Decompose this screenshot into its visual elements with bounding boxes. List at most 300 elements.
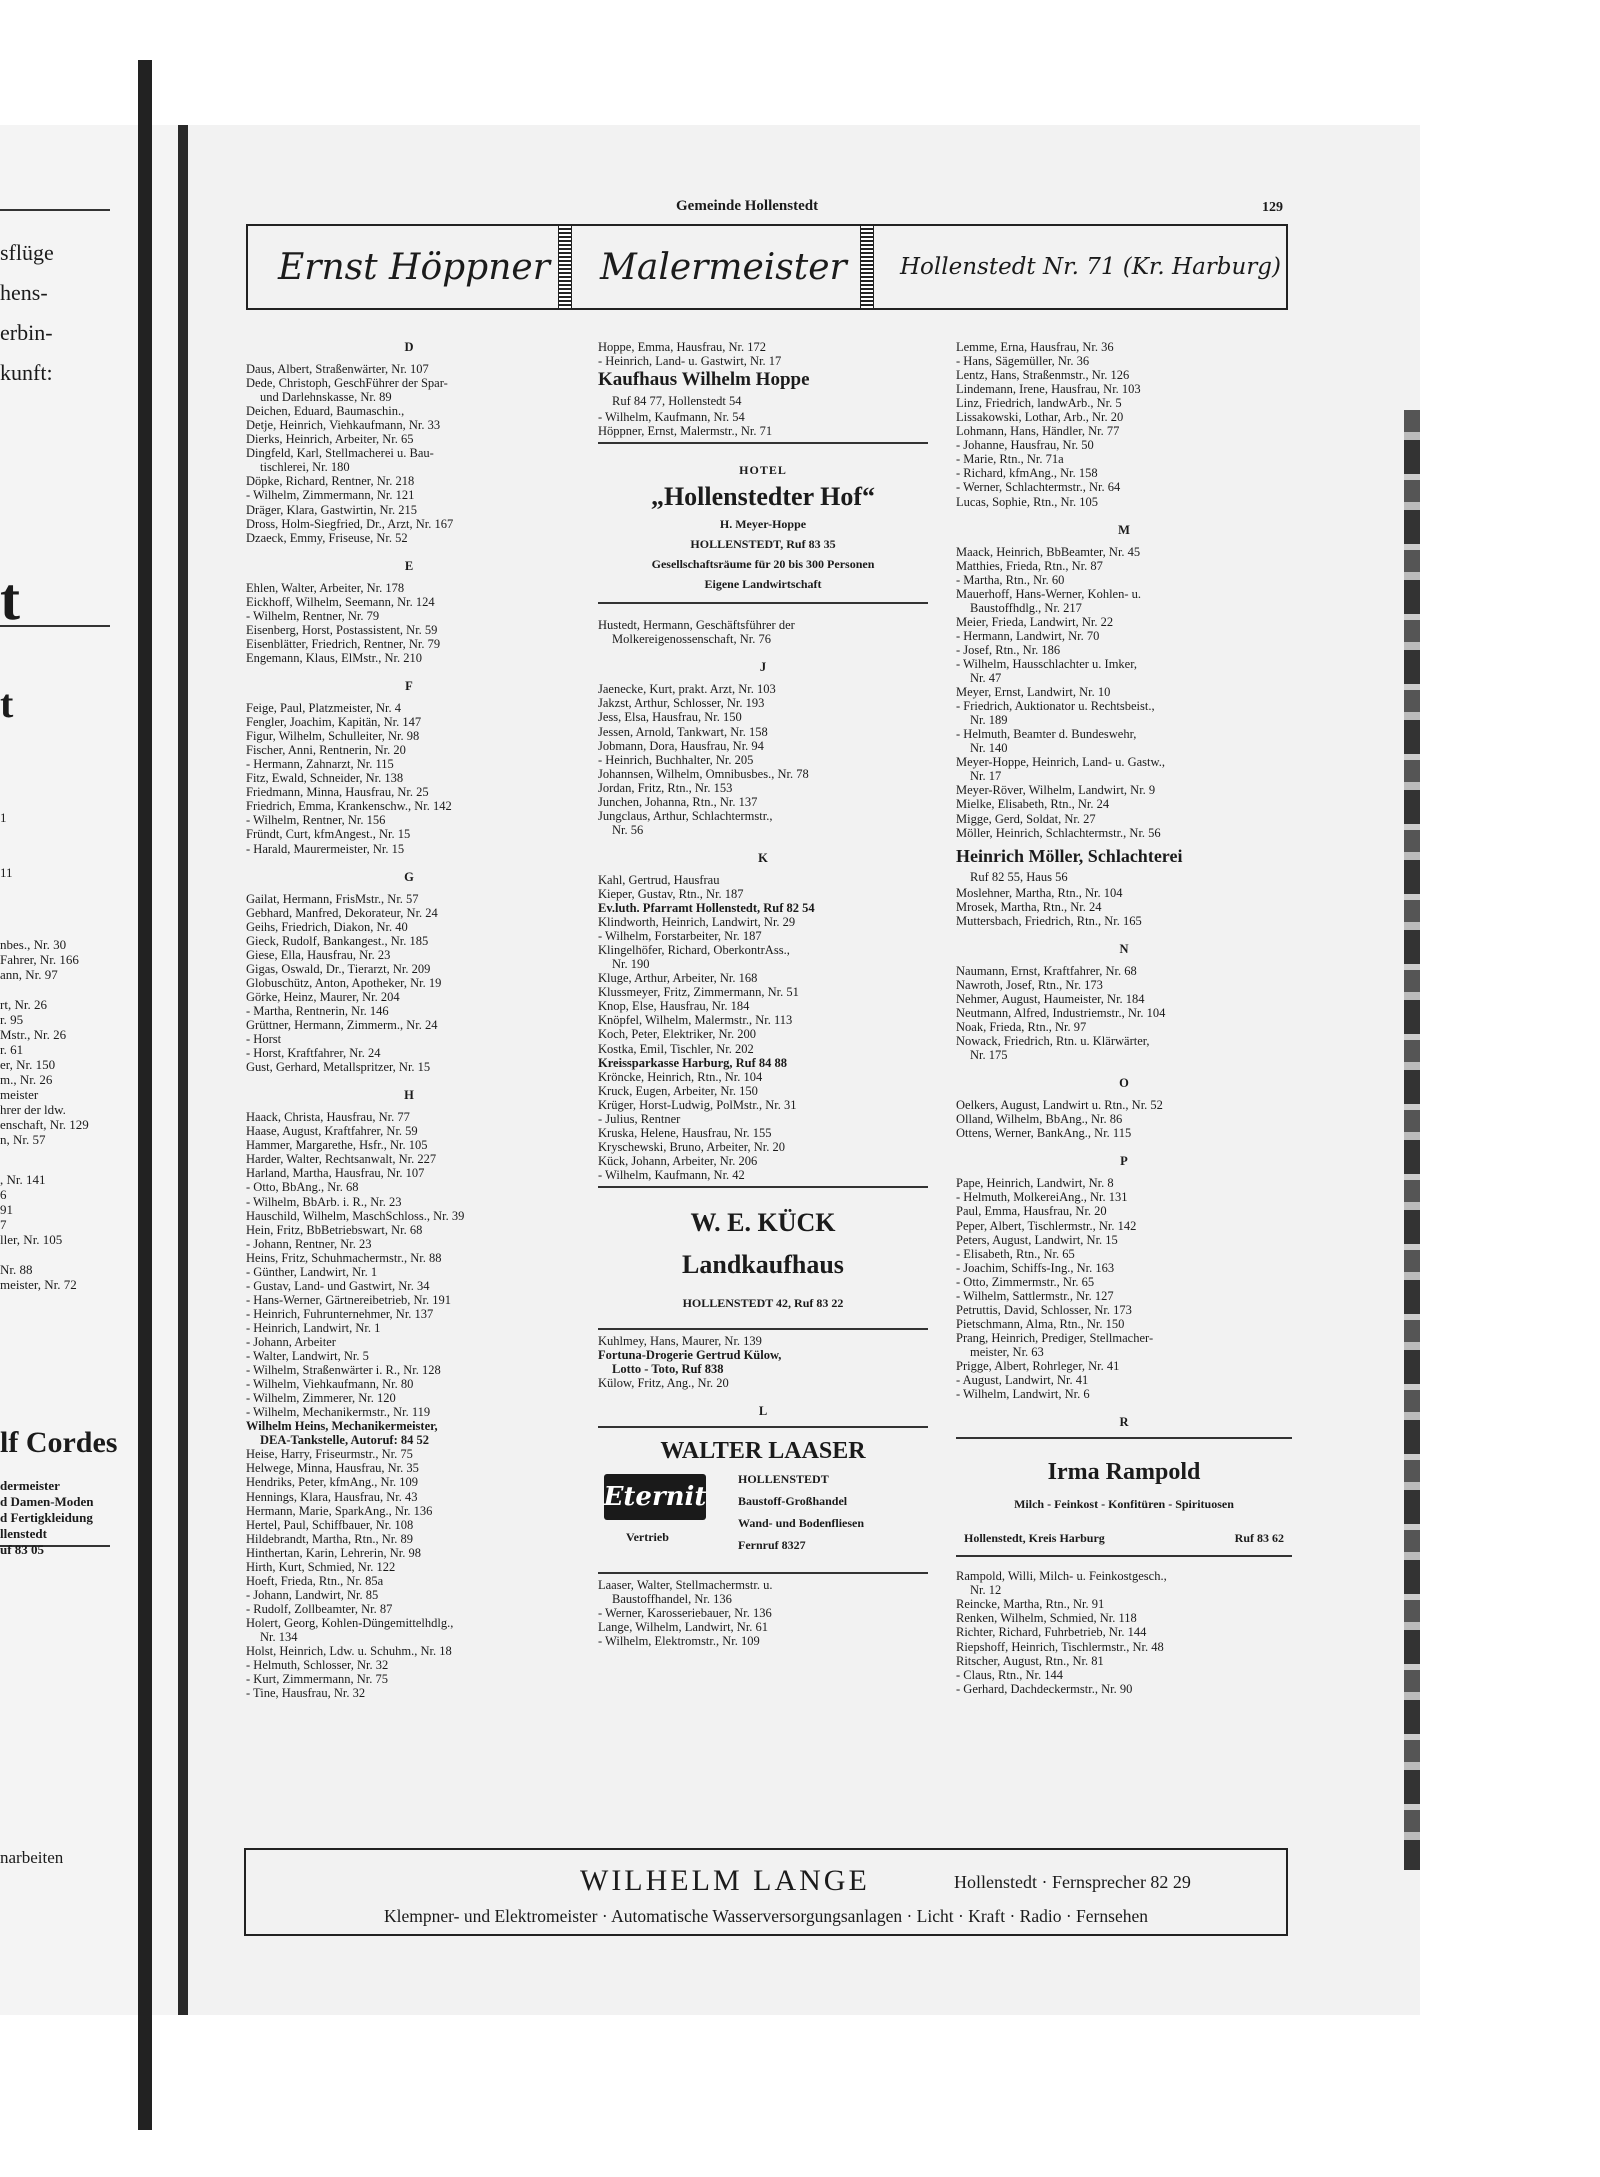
spacer xyxy=(956,1561,1292,1569)
directory-entry: Heins, Fritz, Schuhmachermstr., Nr. 88 xyxy=(246,1250,442,1265)
section-letter: P xyxy=(1120,1154,1128,1169)
directory-entry: Lindemann, Irene, Hausfrau, Nr. 103 xyxy=(956,382,1141,397)
directory-entry: - Friedrich, Auktionator u. Rechtsbeist., xyxy=(956,699,1155,714)
lange-place: Hollenstedt · Fernsprecher 82 29 xyxy=(954,1872,1191,1892)
directory-entry: Pape, Heinrich, Landwirt, Nr. 8 xyxy=(956,1176,1114,1191)
divider xyxy=(598,442,928,444)
lange-services: Klempner- und Elektromeister · Automatische Wasserversorgungsanlagen · Licht · Kraft · Radio · Fernsehen xyxy=(384,1906,1148,1926)
directory-entry: - Wilhelm, Mechanikermstr., Nr. 119 xyxy=(246,1405,431,1420)
directory-entry: Globuschütz, Anton, Apotheker, Nr. 19 xyxy=(246,975,442,990)
banner-separator xyxy=(860,226,874,308)
directory-entry: - Wilhelm, Zimmermann, Nr. 121 xyxy=(246,488,415,503)
directory-entry: Hermann, Marie, SparkAng., Nr. 136 xyxy=(246,1503,433,1518)
directory-entry: - Heinrich, Land- u. Gastwirt, Nr. 17 xyxy=(598,354,782,369)
directory-entry: Hinthertan, Karin, Lehrerin, Nr. 98 xyxy=(246,1545,421,1560)
directory-entry: - Walter, Landwirt, Nr. 5 xyxy=(246,1349,369,1364)
laaser-line: Wand- und Bodenfliesen xyxy=(738,1516,865,1531)
left-fragment-text: kunft: xyxy=(0,360,53,385)
directory-entry: Lissakowski, Lothar, Arb., Nr. 20 xyxy=(956,410,1124,425)
banner-name: Ernst Höppner xyxy=(278,246,550,288)
left-fragment-text: , Nr. 141 xyxy=(0,1172,46,1187)
directory-entry: Kryschewski, Bruno, Arbeiter, Nr. 20 xyxy=(598,1139,785,1154)
directory-entry: - Josef, Rtn., Nr. 186 xyxy=(956,642,1061,657)
directory-entry: Nr. 56 xyxy=(612,822,644,837)
directory-entry: Hustedt, Hermann, Geschäftsführer der xyxy=(598,618,795,633)
left-fragment-text: ller, Nr. 105 xyxy=(0,1232,63,1247)
directory-entry: Migge, Gerd, Soldat, Nr. 27 xyxy=(956,811,1096,826)
hotel-line: Gesellschaftsräume für 20 bis 300 Personen xyxy=(651,557,875,572)
rampold-address: Hollenstedt, Kreis Harburg xyxy=(964,1531,1105,1546)
directory-entry: Kück, Johann, Arbeiter, Nr. 206 xyxy=(598,1153,758,1168)
laaser-line: Baustoff-Großhandel xyxy=(738,1494,848,1509)
left-cordes-name: lf Cordes xyxy=(0,1426,118,1459)
directory-entry: meister, Nr. 63 xyxy=(970,1344,1044,1359)
directory-entry: - Heinrich, Fuhrunternehmer, Nr. 137 xyxy=(246,1306,434,1321)
directory-entry: Linz, Friedrich, landwArb., Nr. 5 xyxy=(956,396,1122,411)
directory-entry: Hein, Fritz, BbBetriebswart, Nr. 68 xyxy=(246,1222,423,1237)
directory-entry: Gailat, Hermann, FrisMstr., Nr. 57 xyxy=(246,891,419,906)
directory-entry: - Günther, Landwirt, Nr. 1 xyxy=(246,1264,378,1279)
directory-entry: - Johann, Landwirt, Nr. 85 xyxy=(246,1587,379,1602)
directory-entry: Meyer, Ernst, Landwirt, Nr. 10 xyxy=(956,685,1111,700)
directory-entry: Holst, Heinrich, Ldw. u. Schuhm., Nr. 18 xyxy=(246,1644,452,1659)
hotel-line: „Hollenstedter Hof“ xyxy=(650,482,876,512)
directory-entry: Harland, Martha, Hausfrau, Nr. 107 xyxy=(246,1166,425,1181)
directory-entry: Ritscher, August, Rtn., Nr. 81 xyxy=(956,1653,1104,1668)
left-fragment-text: n, Nr. 57 xyxy=(0,1132,46,1147)
directory-entry: - Johann, Arbeiter xyxy=(246,1335,336,1349)
directory-entry: Fischer, Anni, Rentnerin, Nr. 20 xyxy=(246,743,406,758)
directory-entry: Hildebrandt, Martha, Rtn., Nr. 89 xyxy=(246,1531,413,1546)
banner-trade: Malermeister xyxy=(600,246,847,288)
directory-entry: Richter, Richard, Fuhrbetrieb, Nr. 144 xyxy=(956,1625,1147,1640)
directory-entry: Nr. 17 xyxy=(970,769,1002,784)
banner-separator xyxy=(558,226,572,308)
directory-entry: Möller, Heinrich, Schlachtermstr., Nr. 56 xyxy=(956,825,1161,840)
directory-entry: - Werner, Karosseriebauer, Nr. 136 xyxy=(598,1606,772,1621)
section-letter: G xyxy=(404,869,414,884)
divider xyxy=(956,1437,1292,1439)
directory-entry: Meyer-Hoppe, Heinrich, Land- u. Gastw., xyxy=(956,755,1165,770)
directory-entry: Nr. 140 xyxy=(970,741,1008,756)
left-cordes-line: d Fertigkleidung xyxy=(0,1510,93,1525)
directory-entry: - Otto, BbAng., Nr. 68 xyxy=(246,1180,359,1195)
directory-entry: - Martha, Rentnerin, Nr. 146 xyxy=(246,1003,389,1018)
pfarramt-entry: Ev.luth. Pfarramt Hollenstedt, Ruf 82 54 xyxy=(598,901,815,916)
directory-entry: und Darlehnskasse, Nr. 89 xyxy=(260,390,392,405)
directory-entry: - Heinrich, Landwirt, Nr. 1 xyxy=(246,1320,381,1335)
directory-entry: Nr. 175 xyxy=(970,1048,1008,1063)
hotel-line: H. Meyer-Hoppe xyxy=(719,517,807,532)
directory-entry: Rampold, Willi, Milch- u. Feinkostgesch., xyxy=(956,1569,1167,1584)
left-fragment-text: sflüge xyxy=(0,240,54,265)
left-cordes-line: d Damen-Moden xyxy=(0,1494,94,1509)
heins-advertisement: DEA-Tankstelle, Autoruf: 84 52 xyxy=(260,1433,429,1448)
directory-entry: Hertel, Paul, Schiffbauer, Nr. 108 xyxy=(246,1517,414,1532)
directory-entry: Nehmer, August, Haumeister, Nr. 184 xyxy=(956,991,1145,1006)
directory-entry: Kieper, Gustav, Rtn., Nr. 187 xyxy=(598,886,744,901)
left-fragment-text: Mstr., Nr. 26 xyxy=(0,1027,67,1042)
directory-entry: Jessen, Arnold, Tankwart, Nr. 158 xyxy=(598,724,768,739)
hotel-line: Eigene Landwirtschaft xyxy=(704,577,822,592)
left-ad-letter: t xyxy=(0,681,14,726)
directory-entry: Klindworth, Heinrich, Landwirt, Nr. 29 xyxy=(598,915,796,930)
directory-entry: Naumann, Ernst, Kraftfahrer, Nr. 68 xyxy=(956,963,1137,978)
directory-entry: - Wilhelm, Rentner, Nr. 79 xyxy=(246,608,380,623)
directory-entry: Friedmann, Minna, Hausfrau, Nr. 25 xyxy=(246,785,429,800)
directory-entry: Olland, Wilhelm, BbAng., Nr. 86 xyxy=(956,1112,1123,1127)
directory-entry: - Harald, Maurermeister, Nr. 15 xyxy=(246,841,405,856)
directory-entry: - Wilhelm, Sattlermstr., Nr. 127 xyxy=(956,1288,1114,1303)
directory-entry: Dräger, Klara, Gastwirtin, Nr. 215 xyxy=(246,502,417,517)
directory-entry: - Claus, Rtn., Nr. 144 xyxy=(956,1667,1063,1682)
directory-entry: Reincke, Martha, Rtn., Nr. 91 xyxy=(956,1597,1105,1612)
directory-entry: Hammer, Margarethe, Hsfr., Nr. 105 xyxy=(246,1138,428,1153)
left-fragment-text: nbes., Nr. 30 xyxy=(0,937,67,952)
directory-entry: Kröncke, Heinrich, Rtn., Nr. 104 xyxy=(598,1069,763,1084)
directory-entry: Engemann, Klaus, ElMstr., Nr. 210 xyxy=(246,650,423,665)
page-number: 129 xyxy=(1262,200,1283,215)
directory-entry: - Hermann, Landwirt, Nr. 70 xyxy=(956,628,1100,643)
directory-entry: Renken, Wilhelm, Schmied, Nr. 118 xyxy=(956,1611,1137,1626)
directory-entry: Oelkers, August, Landwirt u. Rtn., Nr. 52 xyxy=(956,1098,1163,1113)
directory-entry: Prang, Heinrich, Prediger, Stellmacher- xyxy=(956,1330,1154,1345)
left-fragment-text: hrer der ldw. xyxy=(0,1102,66,1117)
kueck-name: W. E. KÜCK xyxy=(690,1207,836,1237)
binder-strip xyxy=(138,60,152,2130)
directory-entry: Knop, Else, Hausfrau, Nr. 184 xyxy=(598,999,750,1014)
directory-entry: Kruck, Eugen, Arbeiter, Nr. 150 xyxy=(598,1083,758,1098)
directory-entry: Ehlen, Walter, Arbeiter, Nr. 178 xyxy=(246,580,405,595)
directory-entry: Hirth, Kurt, Schmied, Nr. 122 xyxy=(246,1559,396,1574)
directory-entry: - Johanne, Hausfrau, Nr. 50 xyxy=(956,438,1094,453)
directory-entry: Holert, Georg, Kohlen-Düngemittelhdlg., xyxy=(246,1615,454,1630)
section-letter: M xyxy=(1118,522,1130,537)
laaser-advertisement xyxy=(598,1434,928,1568)
directory-entry: Jungclaus, Arthur, Schlachtermstr., xyxy=(598,808,773,823)
directory-entry: Eisenblätter, Friedrich, Rentner, Nr. 79 xyxy=(246,636,441,651)
directory-entry: Peper, Albert, Tischlermstr., Nr. 142 xyxy=(956,1218,1137,1233)
directory-entry: Klussmeyer, Fritz, Zimmermann, Nr. 51 xyxy=(598,985,799,1000)
directory-entry: - August, Landwirt, Nr. 41 xyxy=(956,1373,1089,1388)
directory-entry: - Helmuth, Beamter d. Bundeswehr, xyxy=(956,727,1137,742)
rampold-name: Irma Rampold xyxy=(1047,1459,1201,1486)
directory-entry: - Werner, Schlachtermstr., Nr. 64 xyxy=(956,480,1121,495)
directory-entry: - Hans, Sägemüller, Nr. 36 xyxy=(956,354,1090,369)
directory-entry: Jakzst, Arthur, Schlosser, Nr. 193 xyxy=(598,696,765,711)
directory-entry: - Horst xyxy=(246,1032,282,1047)
directory-entry: - Gerhard, Dachdeckermstr., Nr. 90 xyxy=(956,1681,1133,1696)
left-cordes-line: llenstedt xyxy=(0,1526,47,1541)
directory-entry: Kostka, Emil, Tischler, Nr. 202 xyxy=(598,1041,754,1056)
directory-entry: Haack, Christa, Hausfrau, Nr. 77 xyxy=(246,1110,410,1125)
divider xyxy=(956,1555,1292,1557)
directory-entry: Prigge, Albert, Rohrleger, Nr. 41 xyxy=(956,1359,1120,1373)
directory-entry: Dingfeld, Karl, Stellmacherei u. Bau- xyxy=(246,446,434,461)
directory-entry: Kuhlmey, Hans, Maurer, Nr. 139 xyxy=(598,1334,762,1349)
directory-entry: Feige, Paul, Platzmeister, Nr. 4 xyxy=(246,701,402,716)
hotel-line: HOTEL xyxy=(739,463,787,478)
directory-entry: Lentz, Hans, Straßenmstr., Nr. 126 xyxy=(956,368,1130,383)
directory-entry: - Wilhelm, Landwirt, Nr. 6 xyxy=(956,1387,1090,1402)
rampold-advertisement xyxy=(956,1455,1292,1545)
directory-entry: Giese, Ella, Hausfrau, Nr. 23 xyxy=(246,947,391,962)
directory-entry: Döpke, Richard, Rentner, Nr. 218 xyxy=(246,474,415,489)
left-fragment-text: meister xyxy=(0,1087,39,1102)
directory-entry: Mauerhoff, Hans-Werner, Kohlen- u. xyxy=(956,586,1142,601)
left-fragment-text: meister, Nr. 72 xyxy=(0,1277,77,1292)
directory-entry: Deichen, Eduard, Baumaschin., xyxy=(246,404,405,419)
directory-entry: Harder, Walter, Rechtsanwalt, Nr. 227 xyxy=(246,1152,437,1167)
eternit-logo: Eternit xyxy=(604,1474,706,1520)
directory-entry: Nr. 190 xyxy=(612,957,650,972)
directory-entry: Hennings, Klara, Hausfrau, Nr. 43 xyxy=(246,1489,418,1504)
left-cordes-line: dermeister xyxy=(0,1478,60,1493)
directory-entry: Nawroth, Josef, Rtn., Nr. 173 xyxy=(956,977,1103,992)
directory-entry: Nr. 189 xyxy=(970,713,1008,728)
directory-entry: Gigas, Oswald, Dr., Tierarzt, Nr. 209 xyxy=(246,961,431,976)
directory-entry: - Wilhelm, Kaufmann, Nr. 42 xyxy=(598,1167,745,1182)
directory-entry: Jess, Elsa, Hausfrau, Nr. 150 xyxy=(598,710,742,725)
directory-entry: Detje, Heinrich, Viehkaufmann, Nr. 33 xyxy=(246,418,441,433)
left-fragment-text: 6 xyxy=(0,1187,7,1202)
directory-entry: Geihs, Friedrich, Diakon, Nr. 40 xyxy=(246,919,408,934)
directory-entry: Meier, Frieda, Landwirt, Nr. 22 xyxy=(956,614,1114,629)
directory-entry: Lange, Wilhelm, Landwirt, Nr. 61 xyxy=(598,1620,769,1635)
directory-entry: Riepshoff, Heinrich, Tischlermstr., Nr. 48 xyxy=(956,1639,1164,1654)
kueck-subtitle: Landkaufhaus xyxy=(682,1249,844,1279)
left-fragment-text: 11 xyxy=(0,865,13,880)
directory-entry: Hoppe, Emma, Hausfrau, Nr. 172 xyxy=(598,340,767,354)
directory-entry: Johannsen, Wilhelm, Omnibusbes., Nr. 78 xyxy=(598,766,809,781)
directory-entry: Eisenberg, Horst, Postassistent, Nr. 59 xyxy=(246,622,438,637)
directory-entry: Neutmann, Alfred, Industriemstr., Nr. 104 xyxy=(956,1005,1166,1020)
section-letter: L xyxy=(758,1404,768,1419)
kueck-address: HOLLENSTEDT 42, Ruf 83 22 xyxy=(682,1295,844,1310)
directory-entry: Dzaeck, Emmy, Friseuse, Nr. 52 xyxy=(246,530,408,545)
section-letter: F xyxy=(405,678,413,693)
rampold-products: Milch - Feinkost - Konfitüren - Spirituosen xyxy=(1014,1497,1234,1512)
directory-entry: Kahl, Gertrud, Hausfrau xyxy=(598,872,720,887)
directory-entry: Meyer-Röver, Wilhelm, Landwirt, Nr. 9 xyxy=(956,783,1156,798)
directory-entry: - Richard, kfmAng., Nr. 158 xyxy=(956,466,1098,481)
directory-entry: Mielke, Elisabeth, Rtn., Nr. 24 xyxy=(956,797,1110,812)
directory-entry: - Tine, Hausfrau, Nr. 32 xyxy=(246,1686,366,1701)
directory-entry: Gust, Gerhard, Metallspritzer, Nr. 15 xyxy=(246,1060,431,1075)
directory-entry: Ottens, Werner, BankAng., Nr. 115 xyxy=(956,1126,1132,1141)
directory-entry: Daus, Albert, Straßenwärter, Nr. 107 xyxy=(246,362,429,377)
directory-entry: Külow, Fritz, Ang., Nr. 20 xyxy=(598,1376,729,1391)
directory-entry: Hauschild, Wilhelm, MaschSchloss., Nr. 39 xyxy=(246,1208,465,1223)
directory-entry: - Wilhelm, Viehkaufmann, Nr. 80 xyxy=(246,1377,414,1392)
rampold-phone: Ruf 83 62 xyxy=(1234,1531,1284,1546)
laaser-body xyxy=(598,1472,928,1568)
page-gutter xyxy=(178,125,188,2015)
section-letter: J xyxy=(759,660,767,675)
directory-entry: Baustoffhandel, Nr. 136 xyxy=(612,1592,732,1607)
directory-entry: Figur, Wilhelm, Schulleiter, Nr. 98 xyxy=(246,729,420,744)
directory-entry: - Gustav, Land- und Gastwirt, Nr. 34 xyxy=(246,1278,430,1293)
directory-entry: Peters, August, Landwirt, Nr. 15 xyxy=(956,1232,1118,1247)
directory-entry: Jaenecke, Kurt, prakt. Arzt, Nr. 103 xyxy=(598,682,776,697)
directory-entry: Maack, Heinrich, BbBeamter, Nr. 45 xyxy=(956,544,1141,559)
directory-column-1 xyxy=(246,340,572,1700)
rampold-address-row xyxy=(956,1531,1292,1545)
directory-entry: Laaser, Walter, Stellmachermstr. u. xyxy=(598,1578,773,1593)
lange-advertisement xyxy=(244,1848,1288,1936)
laaser-line: HOLLENSTEDT xyxy=(738,1472,829,1487)
directory-entry: Molkereigenossenschaft, Nr. 76 xyxy=(612,632,771,647)
laaser-name: WALTER LAASER xyxy=(660,1438,866,1465)
directory-entry: - Julius, Rentner xyxy=(598,1111,681,1126)
hotel-line: HOLLENSTEDT, Ruf 83 35 xyxy=(690,537,836,552)
directory-entry: - Wilhelm, Kaufmann, Nr. 54 xyxy=(598,410,745,425)
directory-entry: Grüttner, Hermann, Zimmerm., Nr. 24 xyxy=(246,1018,438,1033)
divider xyxy=(598,1186,928,1188)
directory-entry: Heise, Harry, Friseurmstr., Nr. 75 xyxy=(246,1447,413,1462)
directory-entry: Kruska, Helene, Hausfrau, Nr. 155 xyxy=(598,1125,772,1140)
directory-entry: Jobmann, Dora, Hausfrau, Nr. 94 xyxy=(598,738,764,753)
left-fragment-text: hens- xyxy=(0,280,48,305)
left-fragment-text: 1 xyxy=(0,810,7,825)
directory-entry: Mrosek, Martha, Rtn., Nr. 24 xyxy=(956,899,1102,914)
directory-entry: Noak, Frieda, Rtn., Nr. 97 xyxy=(956,1020,1087,1035)
directory-entry: Dede, Christoph, GeschFührer der Spar- xyxy=(246,376,448,391)
directory-entry: Nr. 134 xyxy=(260,1629,298,1644)
directory-entry: Lucas, Sophie, Rtn., Nr. 105 xyxy=(956,494,1099,509)
directory-entry: - Otto, Zimmermstr., Nr. 65 xyxy=(956,1274,1095,1289)
moeller-phone: Ruf 82 55, Haus 56 xyxy=(970,869,1068,884)
directory-entry: - Marie, Rtn., Nr. 71a xyxy=(956,452,1064,467)
directory-entry: - Hermann, Zahnarzt, Nr. 115 xyxy=(246,757,394,772)
left-fragment-text: 7 xyxy=(0,1217,7,1232)
directory-entry: Gieck, Rudolf, Bankangest., Nr. 185 xyxy=(246,933,429,948)
directory-entry: Matthies, Frieda, Rtn., Nr. 87 xyxy=(956,558,1103,573)
directory-column-3 xyxy=(956,340,1292,1696)
page-header: Gemeinde Hollenstedt xyxy=(676,198,819,214)
directory-entry: Höppner, Ernst, Malermstr., Nr. 71 xyxy=(598,424,773,439)
hoeppner-banner xyxy=(246,224,1288,310)
hoppe-phone: Ruf 84 77, Hollenstedt 54 xyxy=(612,394,742,409)
page-edge-strip xyxy=(1404,410,1420,1870)
directory-entry: - Helmuth, Schlosser, Nr. 32 xyxy=(246,1658,389,1673)
directory-entry: Friedrich, Emma, Krankenschw., Nr. 142 xyxy=(246,799,452,814)
directory-entry: Klingelhöfer, Richard, OberkontrAss., xyxy=(598,943,790,958)
directory-entry: Junchen, Johanna, Rtn., Nr. 137 xyxy=(598,794,758,809)
directory-entry: Krüger, Horst-Ludwig, PolMstr., Nr. 31 xyxy=(598,1097,797,1112)
divider xyxy=(598,1426,928,1428)
directory-entry: - Hans-Werner, Gärtnereibetrieb, Nr. 191 xyxy=(246,1292,452,1307)
laaser-line: Fernruf 8327 xyxy=(738,1538,806,1553)
divider xyxy=(598,602,928,604)
fortuna-entry: Lotto - Toto, Ruf 838 xyxy=(612,1362,724,1377)
spacer xyxy=(598,608,928,618)
directory-entry: Pietschmann, Alma, Rtn., Nr. 150 xyxy=(956,1316,1125,1331)
hoppe-advertisement: Kaufhaus Wilhelm Hoppe xyxy=(598,369,810,391)
left-cordes-line: uf 83 05 xyxy=(0,1542,45,1557)
directory-entry: Moslehner, Martha, Rtn., Nr. 104 xyxy=(956,885,1123,900)
section-letter: H xyxy=(404,1088,414,1103)
left-fragment-text: 91 xyxy=(0,1202,13,1217)
divider xyxy=(598,1328,928,1330)
left-ad-letter: t xyxy=(0,566,20,632)
directory-entry: - Horst, Kraftfahrer, Nr. 24 xyxy=(246,1046,381,1061)
directory-entry: Kluge, Arthur, Arbeiter, Nr. 168 xyxy=(598,971,758,986)
directory-entry: - Kurt, Zimmermann, Nr. 75 xyxy=(246,1672,388,1687)
directory-entry: Paul, Emma, Hausfrau, Nr. 20 xyxy=(956,1204,1107,1219)
directory-entry: Gebhard, Manfred, Dekorateur, Nr. 24 xyxy=(246,905,438,920)
directory-entry: Baustoffhdlg., Nr. 217 xyxy=(970,600,1082,615)
divider xyxy=(598,1572,928,1574)
directory-entry: - Wilhelm, Elektromstr., Nr. 109 xyxy=(598,1634,760,1649)
hotel-advertisement xyxy=(598,460,928,594)
directory-entry: Fengler, Joachim, Kapitän, Nr. 147 xyxy=(246,715,422,730)
banner-address: Hollenstedt Nr. 71 (Kr. Harburg) xyxy=(900,254,1282,280)
heins-advertisement: Wilhelm Heins, Mechanikermeister, xyxy=(246,1419,438,1434)
directory-entry: Jordan, Fritz, Rtn., Nr. 153 xyxy=(598,780,733,795)
section-letter: N xyxy=(1119,941,1129,956)
lange-name: WILHELM LANGE xyxy=(580,1864,870,1897)
directory-entry: Nowack, Friedrich, Rtn. u. Klärwärter, xyxy=(956,1034,1150,1049)
section-letter: R xyxy=(1119,1415,1129,1430)
directory-entry: Lohmann, Hans, Händler, Nr. 77 xyxy=(956,424,1120,439)
directory-entry: Koch, Peter, Elektriker, Nr. 200 xyxy=(598,1027,756,1042)
directory-entry: - Heinrich, Buchhalter, Nr. 205 xyxy=(598,752,754,767)
directory-entry: - Johann, Rentner, Nr. 23 xyxy=(246,1236,372,1251)
left-fragment-text: Nr. 88 xyxy=(0,1262,33,1277)
directory-entry: Petruttis, David, Schlosser, Nr. 173 xyxy=(956,1302,1132,1317)
directory-entry: - Wilhelm, Straßenwärter i. R., Nr. 128 xyxy=(246,1363,441,1378)
section-letter: D xyxy=(404,340,414,354)
directory-entry: Eickhoff, Wilhelm, Seemann, Nr. 124 xyxy=(246,594,435,609)
kueck-advertisement xyxy=(598,1206,928,1310)
left-fragment-text: m., Nr. 26 xyxy=(0,1072,53,1087)
directory-entry: - Wilhelm, Rentner, Nr. 156 xyxy=(246,813,386,828)
directory-entry: - Wilhelm, BbArb. i. R., Nr. 23 xyxy=(246,1194,402,1209)
directory-entry: Dierks, Heinrich, Arbeiter, Nr. 65 xyxy=(246,432,414,447)
directory-entry: Lemme, Erna, Hausfrau, Nr. 36 xyxy=(956,340,1114,354)
kreissparkasse-entry: Kreissparkasse Harburg, Ruf 84 88 xyxy=(598,1055,788,1070)
directory-entry: - Martha, Rtn., Nr. 60 xyxy=(956,572,1065,587)
left-fragment-text: r. 95 xyxy=(0,1012,24,1027)
section-letter: K xyxy=(758,850,768,865)
left-fragment-text: rt, Nr. 26 xyxy=(0,997,47,1012)
left-fragment-text: narbeiten xyxy=(0,1848,64,1867)
directory-entry: Hendriks, Peter, kfmAng., Nr. 109 xyxy=(246,1475,419,1490)
directory-entry: Fründt, Curt, kfmAngest., Nr. 15 xyxy=(246,827,411,842)
directory-entry: Knöpfel, Wilhelm, Malermstr., Nr. 113 xyxy=(598,1013,793,1028)
section-letter: O xyxy=(1119,1076,1129,1091)
directory-entry: Muttersbach, Friedrich, Rtn., Nr. 165 xyxy=(956,913,1142,928)
directory-entry: Görke, Heinz, Maurer, Nr. 204 xyxy=(246,989,400,1004)
divider xyxy=(0,209,110,211)
left-fragment-text: er, Nr. 150 xyxy=(0,1057,56,1072)
directory-entry: Nr. 12 xyxy=(970,1583,1002,1598)
left-fragment-text: erbin- xyxy=(0,320,53,345)
left-fragment-text: Fahrer, Nr. 166 xyxy=(0,952,79,967)
directory-entry: tischlerei, Nr. 180 xyxy=(260,460,350,475)
directory-entry: - Joachim, Schiffs-Ing., Nr. 163 xyxy=(956,1260,1115,1275)
moeller-advertisement: Heinrich Möller, Schlachterei xyxy=(956,845,1183,866)
directory-entry: - Helmuth, MolkereiAng., Nr. 131 xyxy=(956,1190,1128,1205)
left-fragment-text: r. 61 xyxy=(0,1042,24,1057)
directory-entry: - Wilhelm, Forstarbeiter, Nr. 187 xyxy=(598,929,762,944)
vertrieb-label: Vertrieb xyxy=(626,1530,669,1545)
section-letter: E xyxy=(404,558,414,573)
directory-entry: - Rudolf, Zollbeamter, Nr. 87 xyxy=(246,1601,393,1616)
directory-entry: Haase, August, Kraftfahrer, Nr. 59 xyxy=(246,1124,418,1139)
directory-entry: Helwege, Minna, Hausfrau, Nr. 35 xyxy=(246,1461,419,1476)
